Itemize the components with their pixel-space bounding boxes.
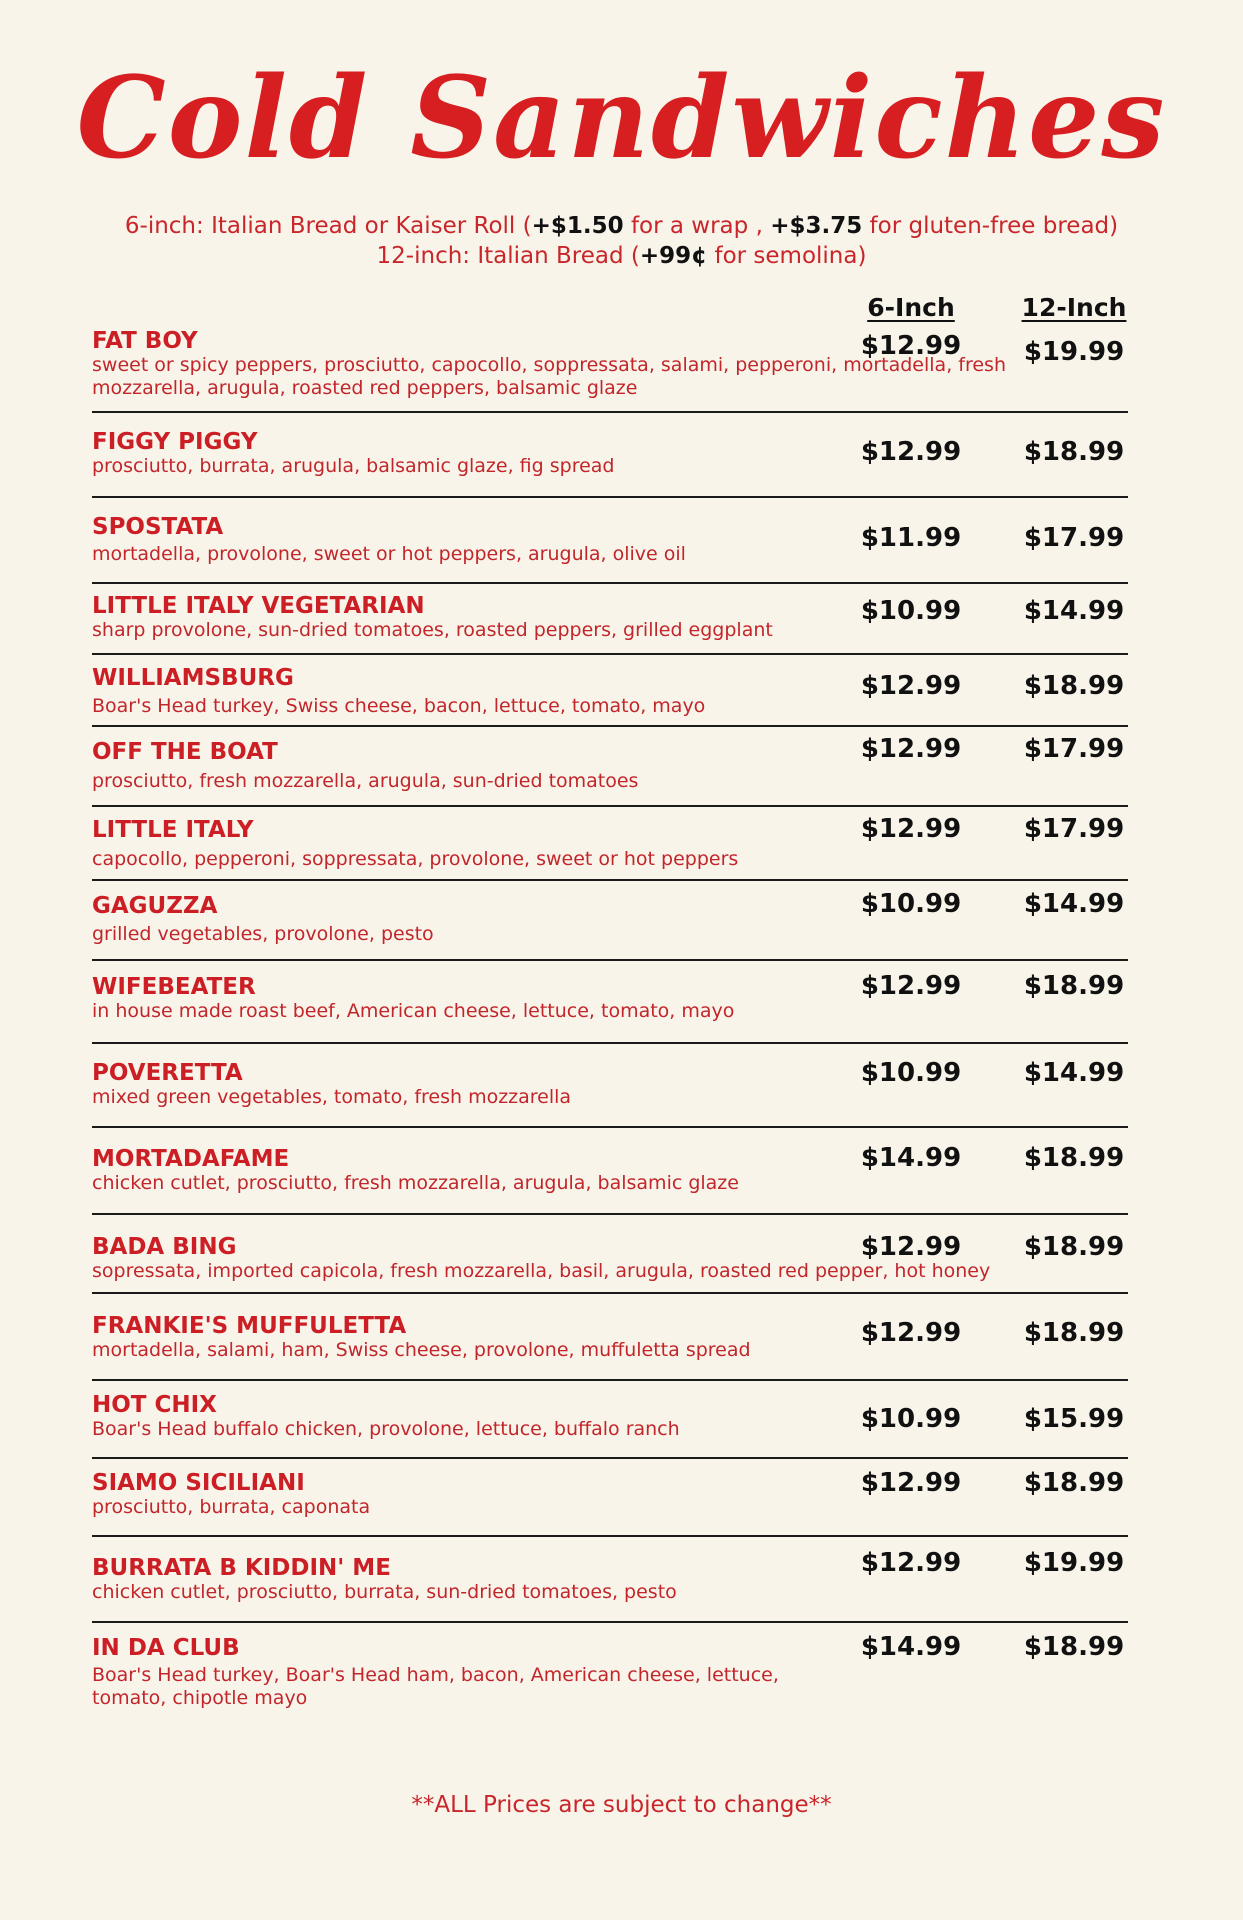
divider [92, 725, 1128, 727]
item-name: FAT BOY [92, 328, 198, 354]
item-price-12-inch: $19.99 [1023, 337, 1125, 367]
item-price-12-inch: $18.99 [1023, 1632, 1125, 1662]
item-description: mortadella, provolone, sweet or hot peppers, arugula, olive oil [92, 543, 686, 565]
item-price-6-inch: $12.99 [860, 814, 962, 844]
item-name: MORTADAFAME [92, 1146, 290, 1172]
item-price-12-inch: $14.99 [1023, 889, 1125, 919]
divider [92, 411, 1128, 413]
item-name: WIFEBEATER [92, 974, 256, 1000]
item-name: LITTLE ITALY [92, 817, 254, 843]
item-price-12-inch: $17.99 [1023, 814, 1125, 844]
item-description: prosciutto, burrata, arugula, balsamic glaze, fig spread [92, 455, 615, 477]
item-price-6-inch: $12.99 [860, 671, 962, 701]
item-name: SIAMO SICILIANI [92, 1470, 305, 1496]
divider [92, 805, 1128, 807]
item-description: Boar's Head turkey, Boar's Head ham, bacon, American cheese, lettuce, tomato, chipotle mayo [92, 1664, 779, 1709]
item-price-12-inch: $17.99 [1023, 734, 1125, 764]
item-description: prosciutto, fresh mozzarella, arugula, sun-dried tomatoes [92, 770, 639, 792]
item-price-12-inch: $18.99 [1023, 437, 1125, 467]
semolina-price: +99¢ [639, 243, 708, 269]
item-price-6-inch: $12.99 [860, 1232, 962, 1262]
column-header-6-inch: 6-Inch [867, 293, 955, 322]
item-name: SPOSTATA [92, 514, 224, 540]
item-price-6-inch: $14.99 [860, 1632, 962, 1662]
item-price-12-inch: $18.99 [1023, 971, 1125, 1001]
divider [92, 879, 1128, 881]
bread-option-text: for semolina) [707, 243, 867, 269]
item-price-6-inch: $10.99 [860, 1058, 962, 1088]
bread-option-text: 6-inch: Italian Bread or Kaiser Roll ( [124, 213, 532, 239]
bread-options-six-inch [0, 211, 1243, 241]
item-description: prosciutto, burrata, caponata [92, 1496, 371, 1518]
item-price-6-inch: $10.99 [860, 889, 962, 919]
item-name: FIGGY PIGGY [92, 429, 258, 455]
item-description: sweet or spicy peppers, prosciutto, capocollo, soppressata, salami, pepperoni, mortadella, fresh mozzarella, arugula, roasted red peppers, balsamic glaze [92, 354, 1006, 399]
item-price-6-inch: $12.99 [860, 1468, 962, 1498]
divider [92, 1379, 1128, 1381]
item-name: HOT CHIX [92, 1392, 217, 1418]
divider [92, 959, 1128, 961]
column-header-12-inch: 12-Inch [1021, 293, 1127, 322]
divider [92, 653, 1128, 655]
bread-option-text: for gluten-free bread) [862, 213, 1119, 239]
item-price-6-inch: $12.99 [860, 437, 962, 467]
item-name: BURRATA B KIDDIN' ME [92, 1555, 391, 1581]
divider [92, 1535, 1128, 1537]
item-price-12-inch: $14.99 [1023, 596, 1125, 626]
item-price-12-inch: $18.99 [1023, 1143, 1125, 1173]
bread-options-twelve-inch [0, 241, 1243, 271]
item-description: sharp provolone, sun-dried tomatoes, roasted peppers, grilled eggplant [92, 619, 773, 641]
item-price-12-inch: $18.99 [1023, 1232, 1125, 1262]
item-name: BADA BING [92, 1234, 237, 1260]
item-price-6-inch: $12.99 [860, 331, 962, 361]
item-description: sopressata, imported capicola, fresh mozzarella, basil, arugula, roasted red pepper, hot honey [92, 1260, 991, 1282]
item-name: IN DA CLUB [92, 1635, 240, 1661]
bread-option-text: 12-inch: Italian Bread ( [376, 243, 640, 269]
item-name: GAGUZZA [92, 893, 218, 919]
bread-option-text: for a wrap , [623, 213, 771, 239]
item-name: POVERETTA [92, 1060, 243, 1086]
item-price-12-inch: $18.99 [1023, 1318, 1125, 1348]
divider [92, 1457, 1128, 1459]
item-name: FRANKIE'S MUFFULETTA [92, 1313, 407, 1339]
item-price-12-inch: $18.99 [1023, 671, 1125, 701]
item-price-12-inch: $15.99 [1023, 1404, 1125, 1434]
gluten-free-price: +$3.75 [770, 213, 863, 239]
item-price-12-inch: $18.99 [1023, 1468, 1125, 1498]
item-description: grilled vegetables, provolone, pesto [92, 923, 434, 945]
price-disclaimer: **ALL Prices are subject to change** [411, 1792, 832, 1818]
item-price-6-inch: $12.99 [860, 734, 962, 764]
item-description: chicken cutlet, prosciutto, fresh mozzarella, arugula, balsamic glaze [92, 1172, 739, 1194]
item-description: in house made roast beef, American cheese, lettuce, tomato, mayo [92, 1000, 735, 1022]
divider [92, 1292, 1128, 1294]
item-description: capocollo, pepperoni, soppressata, provolone, sweet or hot peppers [92, 848, 739, 870]
item-name: LITTLE ITALY VEGETARIAN [92, 593, 425, 619]
item-price-6-inch: $12.99 [860, 971, 962, 1001]
item-price-6-inch: $12.99 [860, 1548, 962, 1578]
item-price-12-inch: $17.99 [1023, 523, 1125, 553]
item-description: mixed green vegetables, tomato, fresh mozzarella [92, 1086, 572, 1108]
item-description: chicken cutlet, prosciutto, burrata, sun-dried tomatoes, pesto [92, 1581, 677, 1603]
divider [92, 1621, 1128, 1623]
wrap-price: +$1.50 [531, 213, 624, 239]
item-name: WILLIAMSBURG [92, 665, 294, 691]
divider [92, 1042, 1128, 1044]
item-price-6-inch: $10.99 [860, 1404, 962, 1434]
item-description: Boar's Head turkey, Swiss cheese, bacon, lettuce, tomato, mayo [92, 695, 706, 717]
item-name: OFF THE BOAT [92, 739, 278, 765]
item-description: Boar's Head buffalo chicken, provolone, lettuce, buffalo ranch [92, 1418, 680, 1440]
item-description: mortadella, salami, ham, Swiss cheese, provolone, muffuletta spread [92, 1339, 751, 1361]
divider [92, 1213, 1128, 1215]
page-title: Cold Sandwiches [76, 53, 1167, 184]
item-price-6-inch: $12.99 [860, 1318, 962, 1348]
item-price-6-inch: $10.99 [860, 596, 962, 626]
divider [92, 1126, 1128, 1128]
divider [92, 582, 1128, 584]
item-price-12-inch: $19.99 [1023, 1548, 1125, 1578]
divider [92, 496, 1128, 498]
item-price-6-inch: $11.99 [860, 523, 962, 553]
item-price-6-inch: $14.99 [860, 1143, 962, 1173]
item-price-12-inch: $14.99 [1023, 1058, 1125, 1088]
